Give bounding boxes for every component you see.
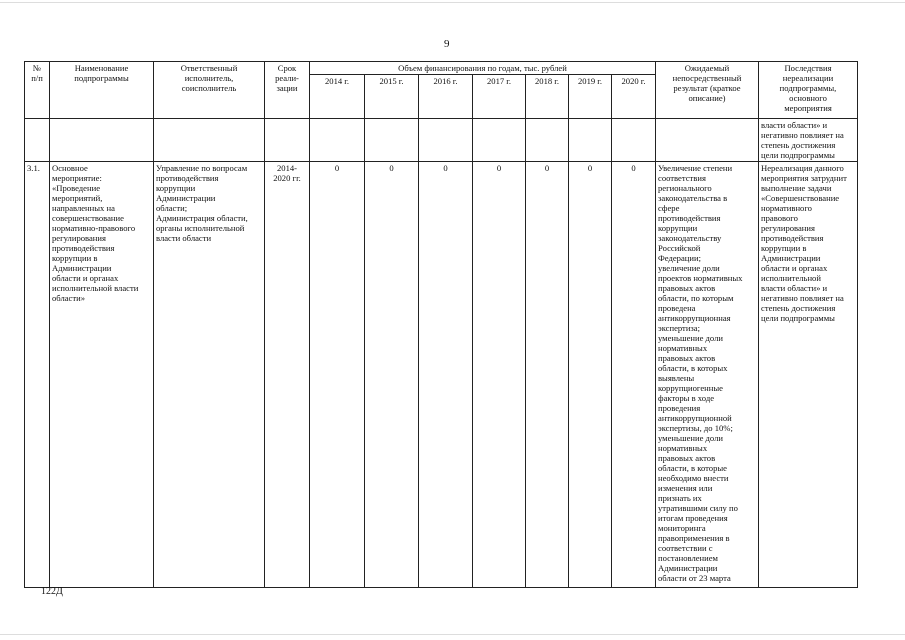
row-value: 0 [569, 162, 612, 588]
table-row [25, 162, 858, 588]
funding-table [24, 61, 858, 588]
row-value: 0 [310, 162, 365, 588]
header-year: 2015 г. [365, 75, 419, 119]
row-value: 0 [612, 162, 656, 588]
header-year: 2014 г. [310, 75, 365, 119]
row-value: 0 [365, 162, 419, 588]
row-responsible: Управление по вопросам противодействия коррупции Администрации области; Администрация области, органы исполнительной власти области [154, 162, 265, 588]
row-num: 3.1. [25, 162, 50, 588]
row-value: 0 [419, 162, 473, 588]
row-value: 0 [526, 162, 569, 588]
page-number: 9 [444, 38, 450, 50]
header-name: Наименование подпрограммы [50, 62, 154, 119]
continuation-consequences: власти области» и негативно повлияет на степень достижения цели подпрограммы [759, 119, 858, 162]
header-year: 2016 г. [419, 75, 473, 119]
header-responsible: Ответственный исполнитель, соисполнитель [154, 62, 265, 119]
row-consequences: Нереализация данного мероприятия затруднит выполнение задачи «Совершенствование нормативного правового регулирования противодействия коррупции в Администрации области и органах исполнительной власти области» и негативно повлияет на степень достижения цели подпрограммы [759, 162, 858, 588]
header-year: 2017 г. [473, 75, 526, 119]
row-term: 2014- 2020 гг. [265, 162, 310, 588]
row-name: Основное мероприятие: «Проведение мероприятий, направленных на совершенствование нормативно-правового регулирования противодействия коррупции в Администрации области и органах исполнительной власти области» [50, 162, 154, 588]
header-term: Срок реали- зации [265, 62, 310, 119]
header-expected-result: Ожидаемый непосредственный результат (краткое описание) [656, 62, 759, 119]
header-funding-group: Объем финансирования по годам, тыс. рублей [310, 62, 656, 75]
header-year: 2018 г. [526, 75, 569, 119]
header-year: 2019 г. [569, 75, 612, 119]
header-year: 2020 г. [612, 75, 656, 119]
continuation-row [25, 119, 858, 162]
header-num: № п/п [25, 62, 50, 119]
footer-code: 122Д [41, 586, 63, 597]
row-value: 0 [473, 162, 526, 588]
header-consequences: Последствия нереализации подпрограммы, основного мероприятия [759, 62, 858, 119]
row-expected-result: Увеличение степени соответствия регионального законодательства в сфере противодействия коррупции законодательству Российской Федерации; увеличение доли проектов нормативных правовых актов области, по которым проведена антикоррупционная экспертиза; уменьшение доли нормативных правовых актов области, в которых выявлены коррупциогенные факторы в ходе проведения антикоррупционной экспертизы, до 10%; уменьшение доли нормативных правовых актов области, в которые необходимо внести изменения или признать их утратившими силу по итогам проведения мониторинга правоприменения в соответствии с постановлением Администрации области от 23 марта [656, 162, 759, 588]
